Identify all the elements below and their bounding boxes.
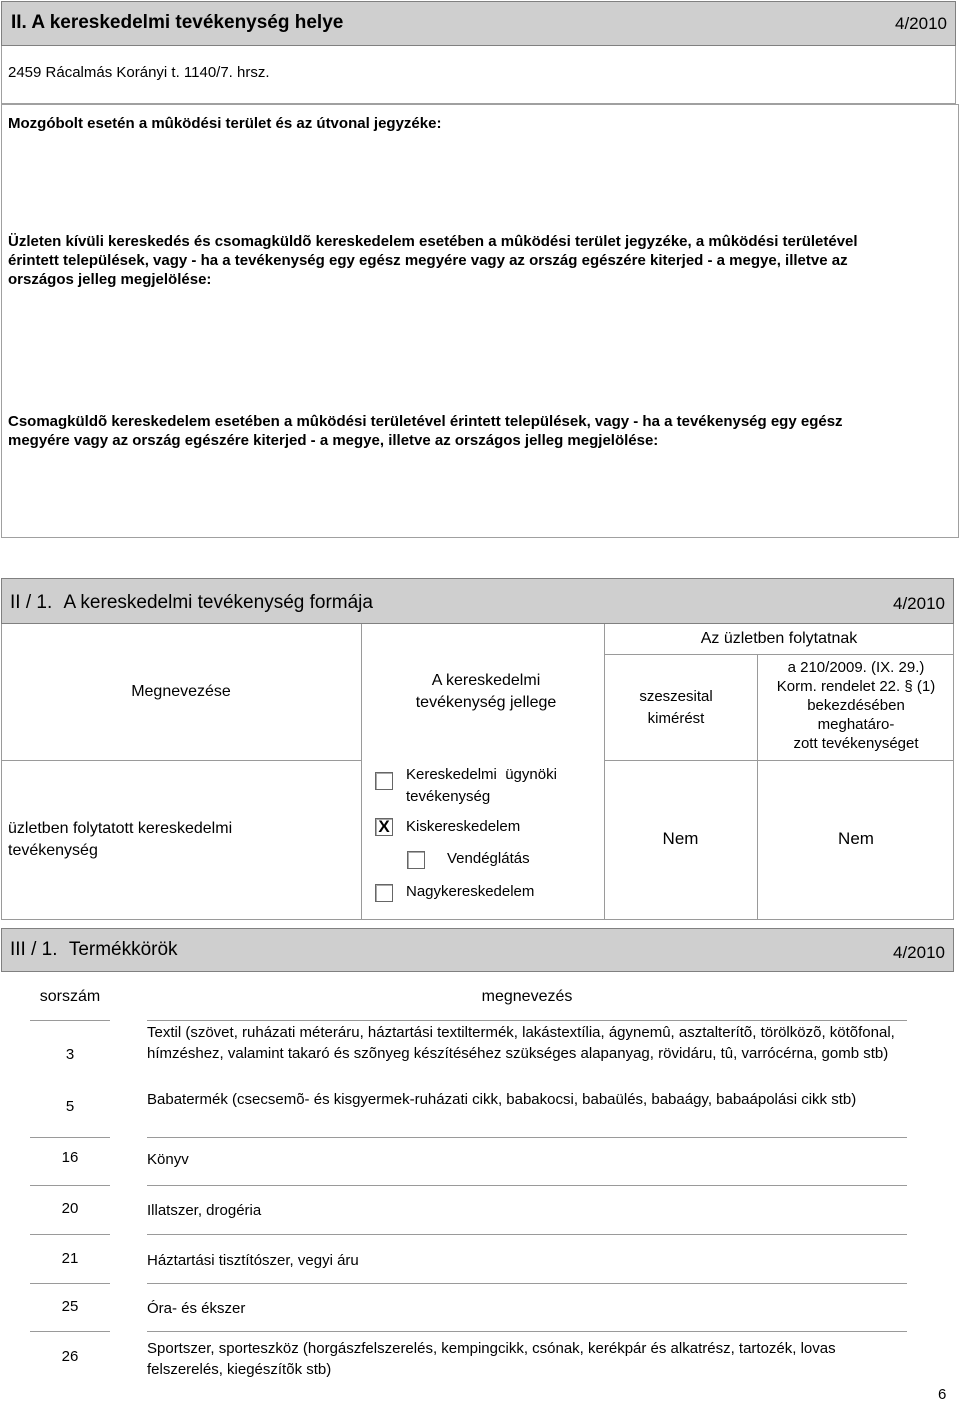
col-header-number: sorszám	[39, 988, 101, 1005]
row-name: üzletben folytatott kereskedelmi tevékenység	[8, 820, 233, 859]
decree-value: Nem	[838, 829, 874, 848]
col-header-character: A kereskedelmi tevékenység jellege	[415, 672, 557, 711]
decree-line-1: a 210/2009. (IX. 29.)	[787, 659, 925, 676]
address-box	[1, 46, 956, 104]
decree-line-4: meghatáro-	[817, 716, 895, 733]
checkbox-agent[interactable]	[375, 772, 393, 790]
option-catering-label: Vendéglátás	[447, 850, 530, 867]
mobile-shop-label: Mozgóbolt esetén a mûködési terület és az útvonal jegyzéke:	[8, 115, 442, 132]
product-number: 21	[61, 1250, 79, 1267]
section-2-code: 4/2010	[895, 14, 947, 33]
section-2-1-title: A kereskedelmi tevékenység formája	[63, 592, 373, 613]
product-name: Könyv	[147, 1151, 189, 1168]
col-header-shop: Az üzletben folytatnak	[700, 630, 858, 647]
product-number: 3	[65, 1046, 75, 1063]
mobile-shop-box	[1, 104, 959, 538]
section-3-1-title: Termékkörök	[68, 939, 178, 960]
product-name: Sportszer, sporteszköz (horgászfelszerelés, kempingcikk, csónak, kerékpár és alkatrész, tartozék, lovas felszerelés, kiegészítõk stb)	[147, 1340, 836, 1378]
option-agent-label: Kereskedelmi ügynöki tevékenység	[406, 766, 562, 805]
section-3-1-prefix: III / 1.	[10, 939, 58, 960]
product-name: Textil (szövet, ruházati méteráru, háztartási textiltermék, lakástextília, ágynemû, asztalterítõ, törölközõ, kötõfonal, hímzéshez, valamint takaró és szõnyeg készítéséhez szükséges alapanyag, rövidáru, tû, varrócérna, gomb stb)	[147, 1024, 895, 1062]
col-header-decree	[758, 658, 954, 753]
product-number: 20	[61, 1200, 79, 1217]
product-name: Babatermék (csecsemõ- és kisgyermek-ruházati cikk, babakocsi, babaülés, babaágy, babaápolási cikk stb)	[147, 1091, 857, 1108]
paragraph-sign: §	[904, 678, 913, 695]
address-text: 2459 Rácalmás Korányi t. 1140/7. hrsz.	[8, 64, 270, 81]
checkbox-catering[interactable]	[407, 851, 425, 869]
product-number: 16	[61, 1149, 79, 1166]
section-3-1-code: 4/2010	[893, 943, 945, 962]
checkbox-retail[interactable]: X	[375, 818, 393, 836]
product-number: 25	[61, 1298, 79, 1315]
col-header-spirits: szeszesital kimérést	[639, 688, 713, 727]
option-wholesale-label: Nagykereskedelem	[406, 883, 535, 900]
decree-line-5: zott tevékenységet	[793, 735, 919, 752]
spirits-value: Nem	[662, 829, 699, 848]
product-number: 5	[65, 1098, 75, 1115]
mail-order-label: Csomagküldõ kereskedelem esetében a mûködési területével érintett települések, vagy - ha a tevékenység egy egész megyére vagy az ország egészére kiterjed - a megye, illetve az országos jelleg megjelölése:	[8, 413, 843, 449]
page-number: 6	[938, 1386, 947, 1403]
section-2-1-code: 4/2010	[893, 594, 945, 613]
section-3-1-header	[1, 928, 954, 972]
section-2-title: II. A kereskedelmi tevékenység helye	[11, 12, 344, 33]
product-name: Óra- és ékszer	[147, 1300, 246, 1317]
option-retail-label: Kiskereskedelem	[406, 818, 521, 835]
section-2-header	[1, 1, 956, 46]
product-table	[0, 972, 960, 1392]
outside-trade-label: Üzleten kívüli kereskedés és csomagküldõ kereskedelem esetében a mûködési terület jegyzéke, a mûködési területével érintett települések, vagy - ha a tevékenység egy egész megyére vagy az ország egészére kiterjed - a megye, illetve az országos jelleg megjelölése:	[8, 233, 858, 288]
product-name: Háztartási tisztítószer, vegyi áru	[147, 1252, 359, 1269]
col-header-name: Megnevezése	[131, 683, 231, 700]
col-header-product-name: megnevezés	[481, 988, 573, 1005]
checkbox-wholesale[interactable]	[375, 884, 393, 902]
decree-line-2b: (1)	[916, 678, 936, 695]
activity-form-table	[1, 624, 954, 920]
section-2-1-prefix: II / 1.	[10, 592, 53, 613]
section-2-1-header	[1, 578, 954, 624]
product-name: Illatszer, drogéria	[147, 1202, 262, 1219]
decree-line-2: Korm. rendelet 22.	[776, 678, 901, 695]
product-number: 26	[61, 1348, 79, 1365]
decree-line-3: bekezdésében	[807, 697, 905, 714]
